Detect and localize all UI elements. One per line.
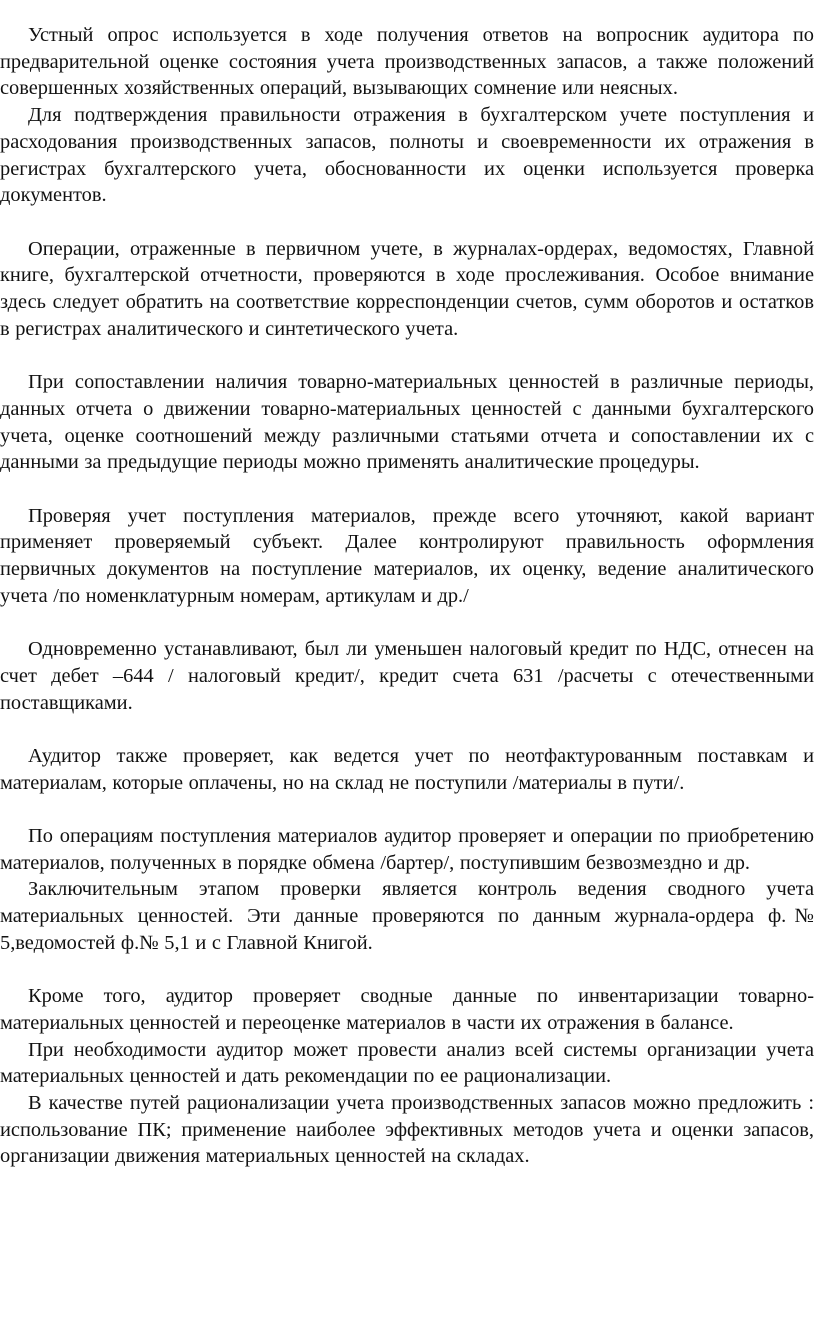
paragraph-vat-credit: Одновременно устанавливают, был ли уменьшен налоговый кредит по НДС, отнесен на счет дебет –644 / налоговый кредит/, кредит счета 631 /расчеты с отечественными поставщиками.: [0, 638, 814, 714]
paragraph-final-stage: Заключительным этапом проверки является контроль ведения сводного учета материальных ценностей. Эти данные проверяются по данным журнала-ордера ф.№ 5,ведомостей ф.№ 5,1 и с Главной Книгой.: [0, 878, 814, 954]
paragraph-gap: [0, 957, 814, 984]
paragraph-tracing: Операции, отраженные в первичном учете, в журналах-ордерах, ведомостях, Главной книге, бухгалтерской отчетности, проверяются в ходе прослеживания. Особое внимание здесь следует обратить на соответствие корреспонденции счетов, сумм оборотов и остатков в регистрах аналитического и синтетического учета.: [0, 237, 814, 340]
paragraph-oral-survey: Устный опрос используется в ходе получения ответов на вопросник аудитора по предварительной оценке состояния учета производственных запасов, а также положений совершенных хозяйственных операций, вызывающих сомнение или неясных.: [0, 24, 814, 100]
paragraph-gap: [0, 796, 814, 823]
paragraph-inventory-data: Кроме того, аудитор проверяет сводные данные по инвентаризации товарно-материальных ценностей и переоценке материалов в части их отражения в балансе.: [0, 985, 814, 1034]
paragraph-gap: [0, 476, 814, 503]
paragraph-gap: [0, 209, 814, 236]
paragraph-rationalization: В качестве путей рационализации учета производственных запасов можно предложить : использование ПК; применение наиболее эффективных методов учета и оценки запасов, организации движения материальных ценностей на складах.: [0, 1092, 814, 1168]
paragraph-barter-operations: По операциям поступления материалов аудитор проверяет и операции по приобретению материалов, полученных в порядке обмена /бартер/, поступившим безвозмездно и др.: [0, 825, 814, 874]
paragraph-gap: [0, 609, 814, 636]
paragraph-uninvoiced-supplies: Аудитор также проверяет, как ведется учет по неотфактурованным поставкам и материалам, которые оплачены, но на склад не поступили /материалы в пути/.: [0, 744, 814, 794]
paragraph-system-analysis: При необходимости аудитор может провести анализ всей системы организации учета материальных ценностей и дать рекомендации по ее рационализации.: [0, 1038, 814, 1088]
paragraph-receipt-check: Проверяя учет поступления материалов, прежде всего уточняют, какой вариант применяет проверяемый субъект. Далее контролируют правильность оформления первичных документов на поступление материалов, их оценку, ведение аналитического учета /по номенклатурным номерам, артикулам и др./: [0, 504, 814, 607]
paragraph-gap: [0, 716, 814, 743]
paragraph-analytical-procedures: При сопоставлении наличия товарно-материальных ценностей в различные периоды, данных отчета о движении товарно-материальных ценностей с данными бухгалтерского учета, оценке соотношений между различными статьями отчета и сопоставлении их с данными за предыдущие периоды можно применять аналитические процедуры.: [0, 371, 814, 474]
paragraph-document-check: Для подтверждения правильности отражения в бухгалтерском учете поступления и расходования производственных запасов, полноты и своевременности их отражения в регистрах бухгалтерского учета, обоснованности их оценки используется проверка документов.: [0, 104, 814, 207]
paragraph-gap: [0, 342, 814, 369]
